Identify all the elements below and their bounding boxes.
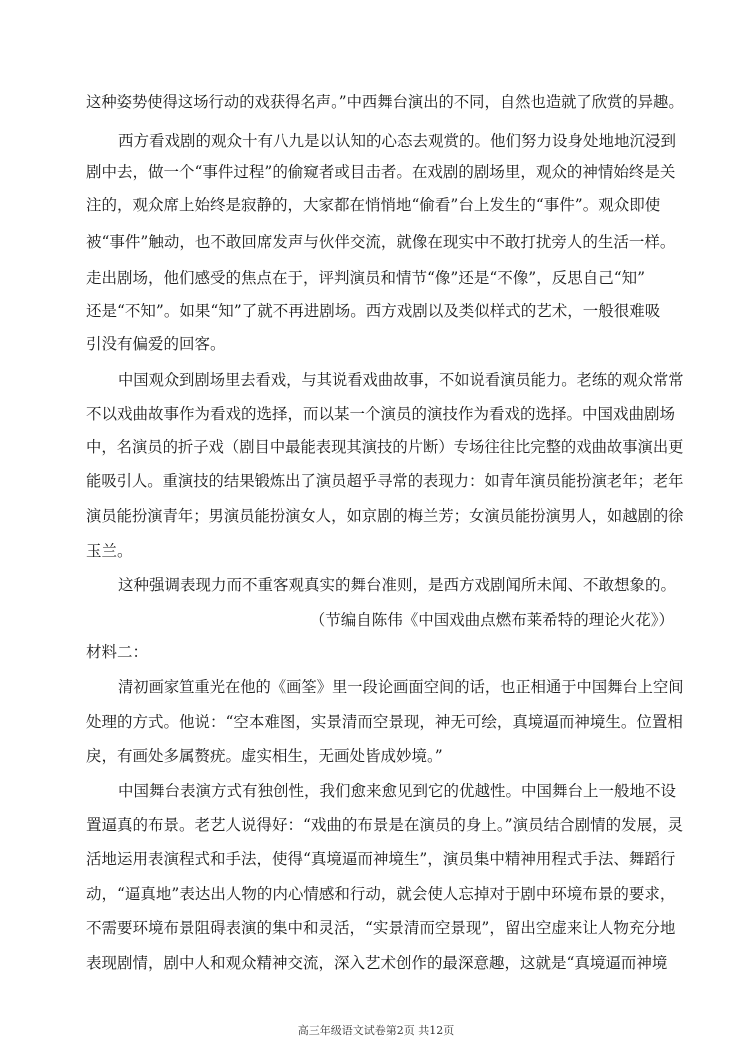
text-line: 玉兰。 <box>86 542 133 560</box>
text-line: 表现剧情，剧中人和观众精神交流，深入艺术创作的最深意趣，这就是“真境逼而神境 <box>86 954 668 972</box>
text-line: 西方看戏剧的观众十有八九是以认知的心态去观赏的。他们努力设身处地地沉浸到 <box>118 132 677 150</box>
text-line: 动，“逼真地”表达出人物的内心情感和行动，就会使人忘掉对于剧中环境布景的要求， <box>86 885 676 903</box>
text-line: 中国舞台表演方式有独创性，我们愈来愈见到它的优越性。中国舞台上一般地不设 <box>118 782 677 800</box>
text-line: 注的，观众席上始终是寂静的，大家都在悄悄地“偷看”台上发生的“事件”。观众即使 <box>86 196 661 214</box>
text-line: 中，名演员的折子戏（剧目中最能表现其演技的片断）专场往往比完整的戏曲故事演出更 <box>86 438 684 456</box>
text-line: 中国观众到剧场里去看戏，与其说看戏曲故事，不如说看演员能力。老练的观众常常 <box>118 371 684 389</box>
text-line: 不以戏曲故事作为看戏的选择，而以某一个演员的演技作为看戏的选择。中国戏曲剧场 <box>86 405 676 423</box>
source-citation: （节编自陈伟《中国戏曲点燃布莱希特的理论火花》） <box>309 611 674 629</box>
text-line: 引没有偏爱的回客。 <box>86 335 226 353</box>
text-line: 剧中去，做一个“事件过程”的偷窥者或目击者。在戏剧的剧场里，观众的神情始终是关 <box>86 163 676 181</box>
material-label: 材料二： <box>86 643 149 661</box>
text-line: 置逼真的布景。老艺人说得好：“戏曲的布景是在演员的身上。”演员结合剧情的发展，灵 <box>86 816 684 834</box>
text-line: 活地运用表演程式和手法，使得“真境逼而神境生”，演员集中精神用程式手法、舞蹈行 <box>86 850 676 868</box>
text-line: 处理的方式。他说：“空本难图，实景清而空景现，神无可绘，真境逼而神境生。位置相 <box>86 713 683 731</box>
text-line: 还是“不知”。如果“知”了就不再进剧场。西方戏剧以及类似样式的艺术，一般很难吸 <box>86 302 661 320</box>
text-line: 这种姿势使得这场行动的戏获得名声。”中西舞台演出的不同，自然也造就了欣赏的异趣。 <box>86 93 684 111</box>
text-line: 被“事件”触动，也不敢回席发声与伙伴交流，就像在现实中不敢打扰旁人的生活一样。 <box>86 233 676 251</box>
text-line: 不需要环境布景阻碍表演的集中和灵活，“实景清而空景现”，留出空虚来让人物充分地 <box>86 919 676 937</box>
text-line: 戾，有画处多属赘疣。虚实相生，无画处皆成妙境。” <box>86 747 443 765</box>
text-line: 走出剧场，他们感受的焦点在于，评判演员和情节“像”还是“不像”，反思自己“知” <box>86 269 646 287</box>
text-line: 能吸引人。重演技的结果锻炼出了演员超乎寻常的表现力：如青年演员能扮演老年；老年 <box>86 472 684 490</box>
text-line: 演员能扮演青年；男演员能扮演女人，如京剧的梅兰芳；女演员能扮演男人，如越剧的徐 <box>86 507 684 525</box>
text-line: 这种强调表现力而不重客观真实的舞台准则，是西方戏剧闻所未闻、不敢想象的。 <box>118 576 677 594</box>
text-line: 清初画家笪重光在他的《画筌》里一段论画面空间的话，也正相通于中国舞台上空间 <box>118 678 684 696</box>
page-footer: 高三年级语文试卷第2页 共12页 <box>297 1024 455 1037</box>
